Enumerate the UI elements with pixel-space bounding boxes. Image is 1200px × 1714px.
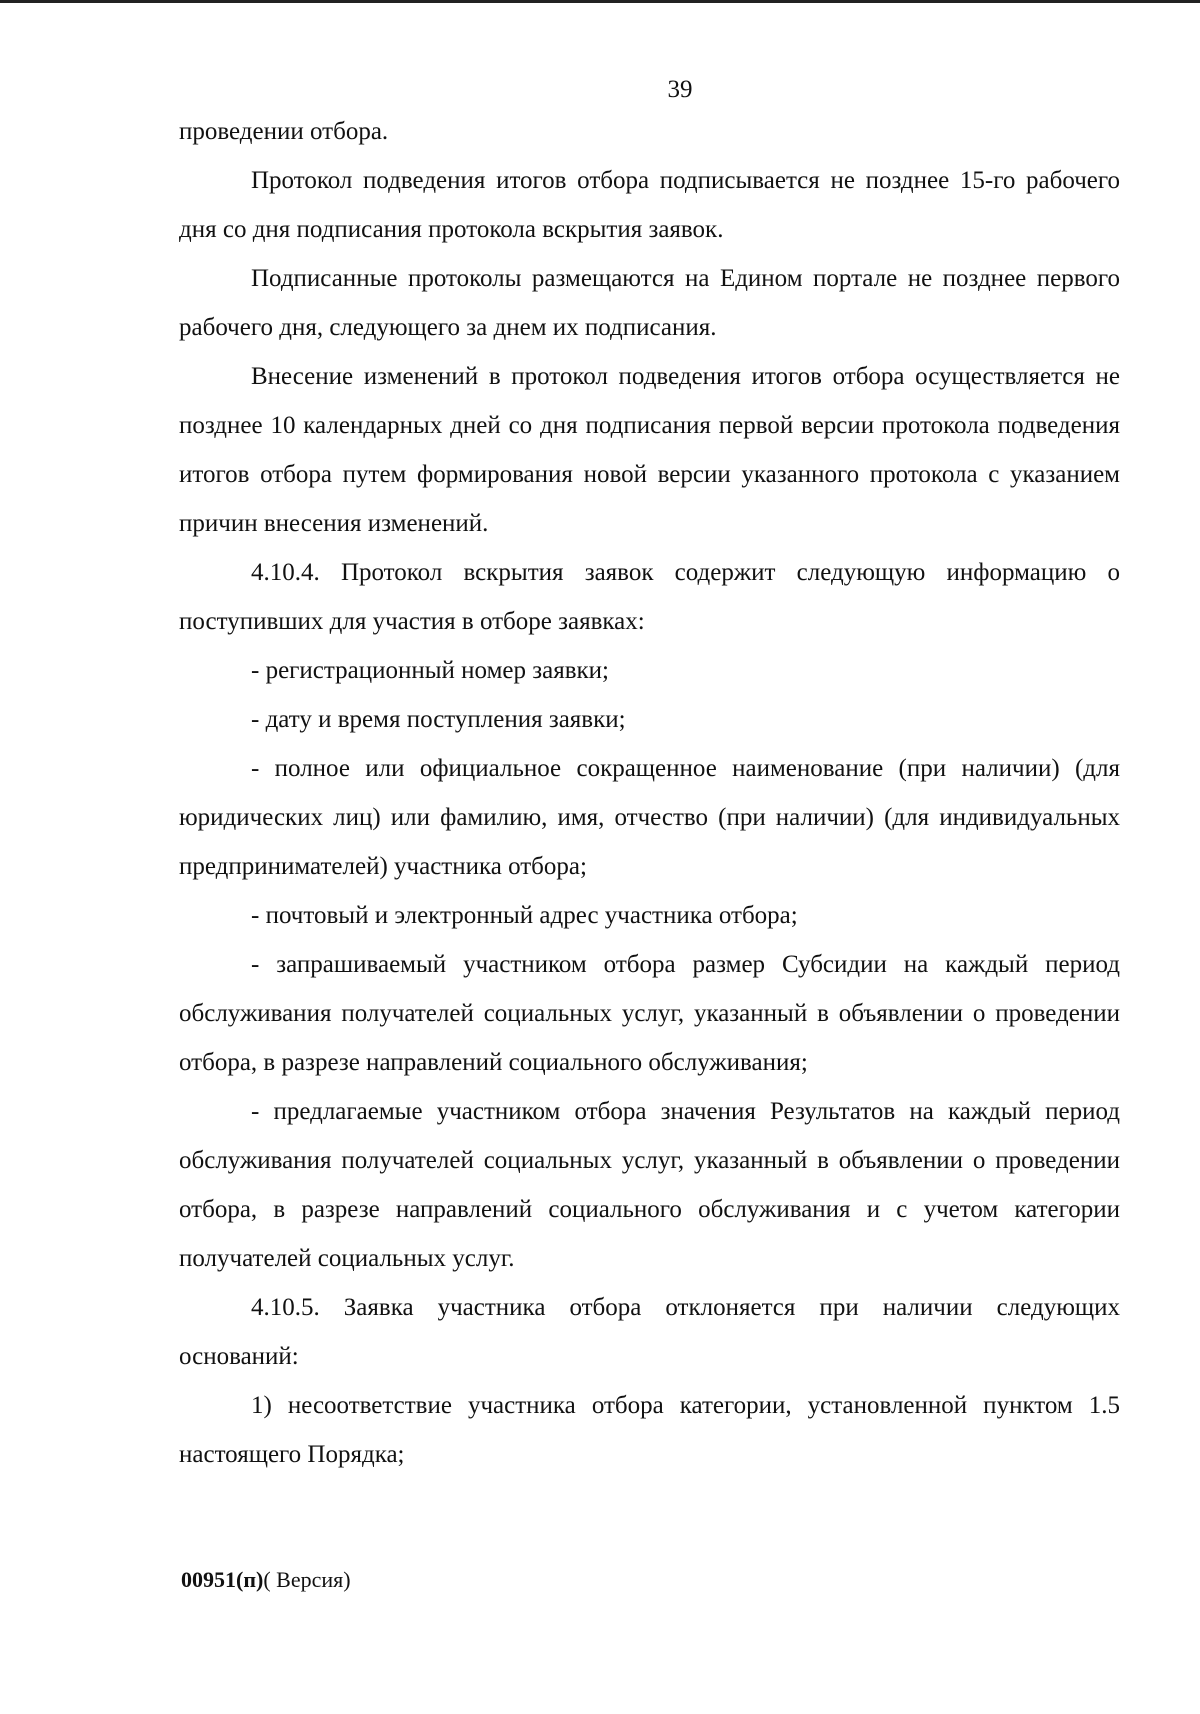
- list-item-address: - почтовый и электронный адрес участника отбора;: [251, 902, 798, 929]
- page-number: 39: [667, 76, 693, 103]
- list-item-name: - полное или официальное сокращенное наименование (при наличии) (для юридических лиц) или фамилию, имя, отчество (при наличии) (для индивидуальных предпринимателей) участника отбора;: [179, 755, 1120, 880]
- list-item-subsidy-size: - запрашиваемый участником отбора размер Субсидии на каждый период обслуживания получателей социальных услуг, указанный в объявлении о проведении отбора, в разрезе направлений социального обслуживания;: [179, 951, 1120, 1076]
- paragraph-protocol-signing: Протокол подведения итогов отбора подписывается не позднее 15-го рабочего дня со дня подписания протокола вскрытия заявок.: [179, 167, 1120, 243]
- paragraph-continuation: проведении отбора.: [179, 118, 389, 145]
- list-item-registration-number: - регистрационный номер заявки;: [251, 657, 609, 684]
- paragraph-protocol-changes: Внесение изменений в протокол подведения итогов отбора осуществляется не позднее 10 календарных дней со дня подписания первой версии протокола подведения итогов отбора путем формирования новой версии указанного протокола с указанием причин внесения изменений.: [179, 363, 1120, 537]
- list-item-date-time: - дату и время поступления заявки;: [251, 706, 626, 733]
- footer-code: 00951(п): [181, 1567, 264, 1592]
- list-item-results-values: - предлагаемые участником отбора значения Результатов на каждый период обслуживания получателей социальных услуг, указанный в объявлении о проведении отбора, в разрезе направлений социального обслуживания и с учетом категории получателей социальных услуг.: [179, 1098, 1120, 1272]
- top-border-line: [0, 0, 1200, 3]
- footer-version: ( Версия): [263, 1567, 351, 1592]
- paragraph-protocol-publication: Подписанные протоколы размещаются на Едином портале не позднее первого рабочего дня, следующего за днем их подписания.: [179, 265, 1120, 341]
- paragraph-4-10-4: 4.10.4. Протокол вскрытия заявок содержит следующую информацию о поступивших для участия в отборе заявках:: [179, 559, 1120, 635]
- document-body: [179, 107, 1120, 1479]
- footer-document-code: [181, 1567, 351, 1593]
- paragraph-4-10-5: 4.10.5. Заявка участника отбора отклоняется при наличии следующих оснований:: [179, 1294, 1120, 1370]
- list-item-rejection-reason-1: 1) несоответствие участника отбора категории, установленной пунктом 1.5 настоящего Порядка;: [179, 1392, 1120, 1468]
